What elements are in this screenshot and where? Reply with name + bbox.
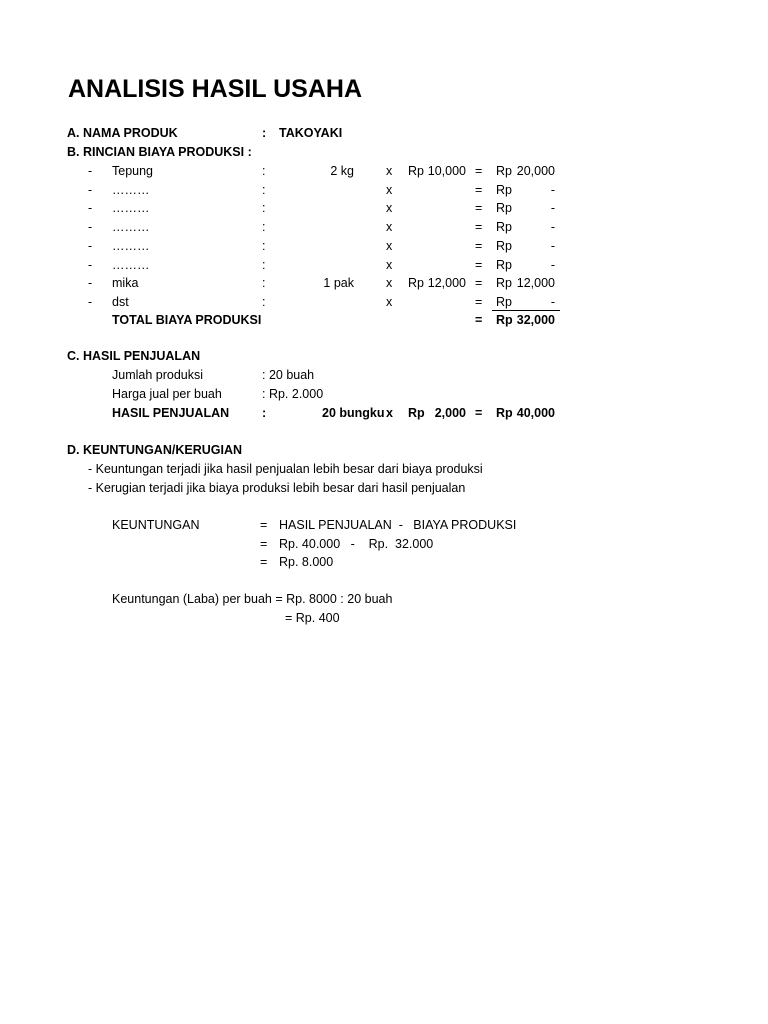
jumlah-produksi-value: : 20 buah	[262, 368, 315, 382]
row-x: x	[386, 276, 393, 290]
row-item: ………	[112, 201, 150, 215]
row-item: ………	[112, 220, 150, 234]
row-dash: -	[88, 164, 93, 178]
row-eq: =	[475, 258, 483, 272]
hasil-penjualan-value: 40,000	[516, 406, 555, 420]
row-x: x	[386, 295, 393, 309]
row-total-rp: Rp	[496, 164, 512, 178]
row-price: 12,000	[427, 276, 466, 290]
hasil-penjualan-x: x	[386, 406, 393, 420]
row-item: ………	[112, 258, 150, 272]
row-x: x	[386, 220, 393, 234]
row-total: 12,000	[516, 276, 555, 290]
calc-values: Rp. 40.000 - Rp. 32.000	[279, 537, 434, 551]
page-title: ANALISIS HASIL USAHA	[68, 75, 363, 103]
total-cost-value: 32,000	[516, 313, 555, 327]
row-dash: -	[88, 276, 93, 290]
row-colon: :	[262, 220, 266, 234]
harga-jual-value: : Rp. 2.000	[262, 387, 324, 401]
row-item: dst	[112, 295, 129, 309]
calc-eq-2: =	[260, 537, 268, 551]
hasil-penjualan-qty: 20 bungku	[322, 406, 385, 420]
row-price: 10,000	[427, 164, 466, 178]
hasil-penjualan-label: HASIL PENJUALAN	[112, 406, 230, 420]
row-total: -	[550, 201, 555, 215]
row-eq: =	[475, 295, 483, 309]
row-total: 20,000	[516, 164, 555, 178]
hasil-penjualan-rp: Rp	[496, 406, 513, 420]
total-cost-eq: =	[475, 313, 483, 327]
row-total-rp: Rp	[496, 220, 512, 234]
row-colon: :	[262, 239, 266, 253]
row-item: ………	[112, 183, 150, 197]
row-dash: -	[88, 239, 93, 253]
kerugian-rule: - Kerugian terjadi jika biaya produksi lebih besar dari hasil penjualan	[88, 481, 466, 495]
row-colon: :	[262, 295, 266, 309]
row-total: -	[550, 258, 555, 272]
row-dash: -	[88, 201, 93, 215]
row-qty: 2 kg	[330, 164, 354, 178]
section-d-label: D. KEUNTUNGAN/KERUGIAN	[67, 443, 242, 457]
row-eq: =	[475, 201, 483, 215]
calc-eq-1: =	[260, 518, 268, 532]
hasil-penjualan-eq: =	[475, 406, 483, 420]
row-x: x	[386, 258, 393, 272]
row-total-rp: Rp	[496, 295, 512, 309]
calc-formula: HASIL PENJUALAN - BIAYA PRODUKSI	[279, 518, 517, 532]
row-total-rp: Rp	[496, 201, 512, 215]
keuntungan-label: KEUNTUNGAN	[112, 518, 200, 532]
laba-per-buah-result: = Rp. 400	[285, 611, 340, 625]
row-total: -	[550, 220, 555, 234]
row-x: x	[386, 239, 393, 253]
hasil-penjualan-price-rp: Rp	[408, 406, 425, 420]
row-total-rp: Rp	[496, 239, 512, 253]
row-colon: :	[262, 183, 266, 197]
row-eq: =	[475, 239, 483, 253]
row-total-rp: Rp	[496, 183, 512, 197]
jumlah-produksi-label: Jumlah produksi	[112, 368, 204, 382]
product-name: TAKOYAKI	[279, 126, 343, 140]
row-eq: =	[475, 183, 483, 197]
row-total: -	[550, 183, 555, 197]
row-eq: =	[475, 276, 483, 290]
total-cost-label: TOTAL BIAYA PRODUKSI	[112, 313, 262, 327]
hasil-penjualan-colon: :	[262, 406, 267, 420]
row-total: -	[550, 295, 555, 309]
section-a-label: A. NAMA PRODUK	[67, 126, 178, 140]
row-qty: 1 pak	[323, 276, 354, 290]
row-x: x	[386, 183, 393, 197]
row-item: Tepung	[112, 164, 154, 178]
row-price-rp: Rp	[408, 164, 424, 178]
row-dash: -	[88, 258, 93, 272]
laba-per-buah: Keuntungan (Laba) per buah = Rp. 8000 : 20 buah	[112, 592, 393, 606]
row-item: ………	[112, 239, 150, 253]
total-cost-rp: Rp	[496, 313, 513, 327]
row-colon: :	[262, 258, 266, 272]
row-total-rp: Rp	[496, 276, 512, 290]
row-colon: :	[262, 201, 266, 215]
hasil-penjualan-price: 2,000	[434, 406, 466, 420]
row-dash: -	[88, 295, 93, 309]
row-x: x	[386, 164, 393, 178]
row-colon: :	[262, 276, 266, 290]
harga-jual-label: Harga jual per buah	[112, 387, 222, 401]
section-b-label: B. RINCIAN BIAYA PRODUKSI :	[67, 145, 252, 159]
section-a-colon: :	[262, 126, 267, 140]
calc-eq-3: =	[260, 555, 268, 569]
calc-result: Rp. 8.000	[279, 555, 334, 569]
row-eq: =	[475, 220, 483, 234]
keuntungan-rule: - Keuntungan terjadi jika hasil penjualan lebih besar dari biaya produksi	[88, 462, 483, 476]
row-x: x	[386, 201, 393, 215]
row-colon: :	[262, 164, 266, 178]
row-dash: -	[88, 183, 93, 197]
row-item: mika	[112, 276, 139, 290]
section-c-label: C. HASIL PENJUALAN	[67, 349, 201, 363]
row-price-rp: Rp	[408, 276, 424, 290]
row-eq: =	[475, 164, 483, 178]
row-total-rp: Rp	[496, 258, 512, 272]
row-dash: -	[88, 220, 93, 234]
row-total: -	[550, 239, 555, 253]
